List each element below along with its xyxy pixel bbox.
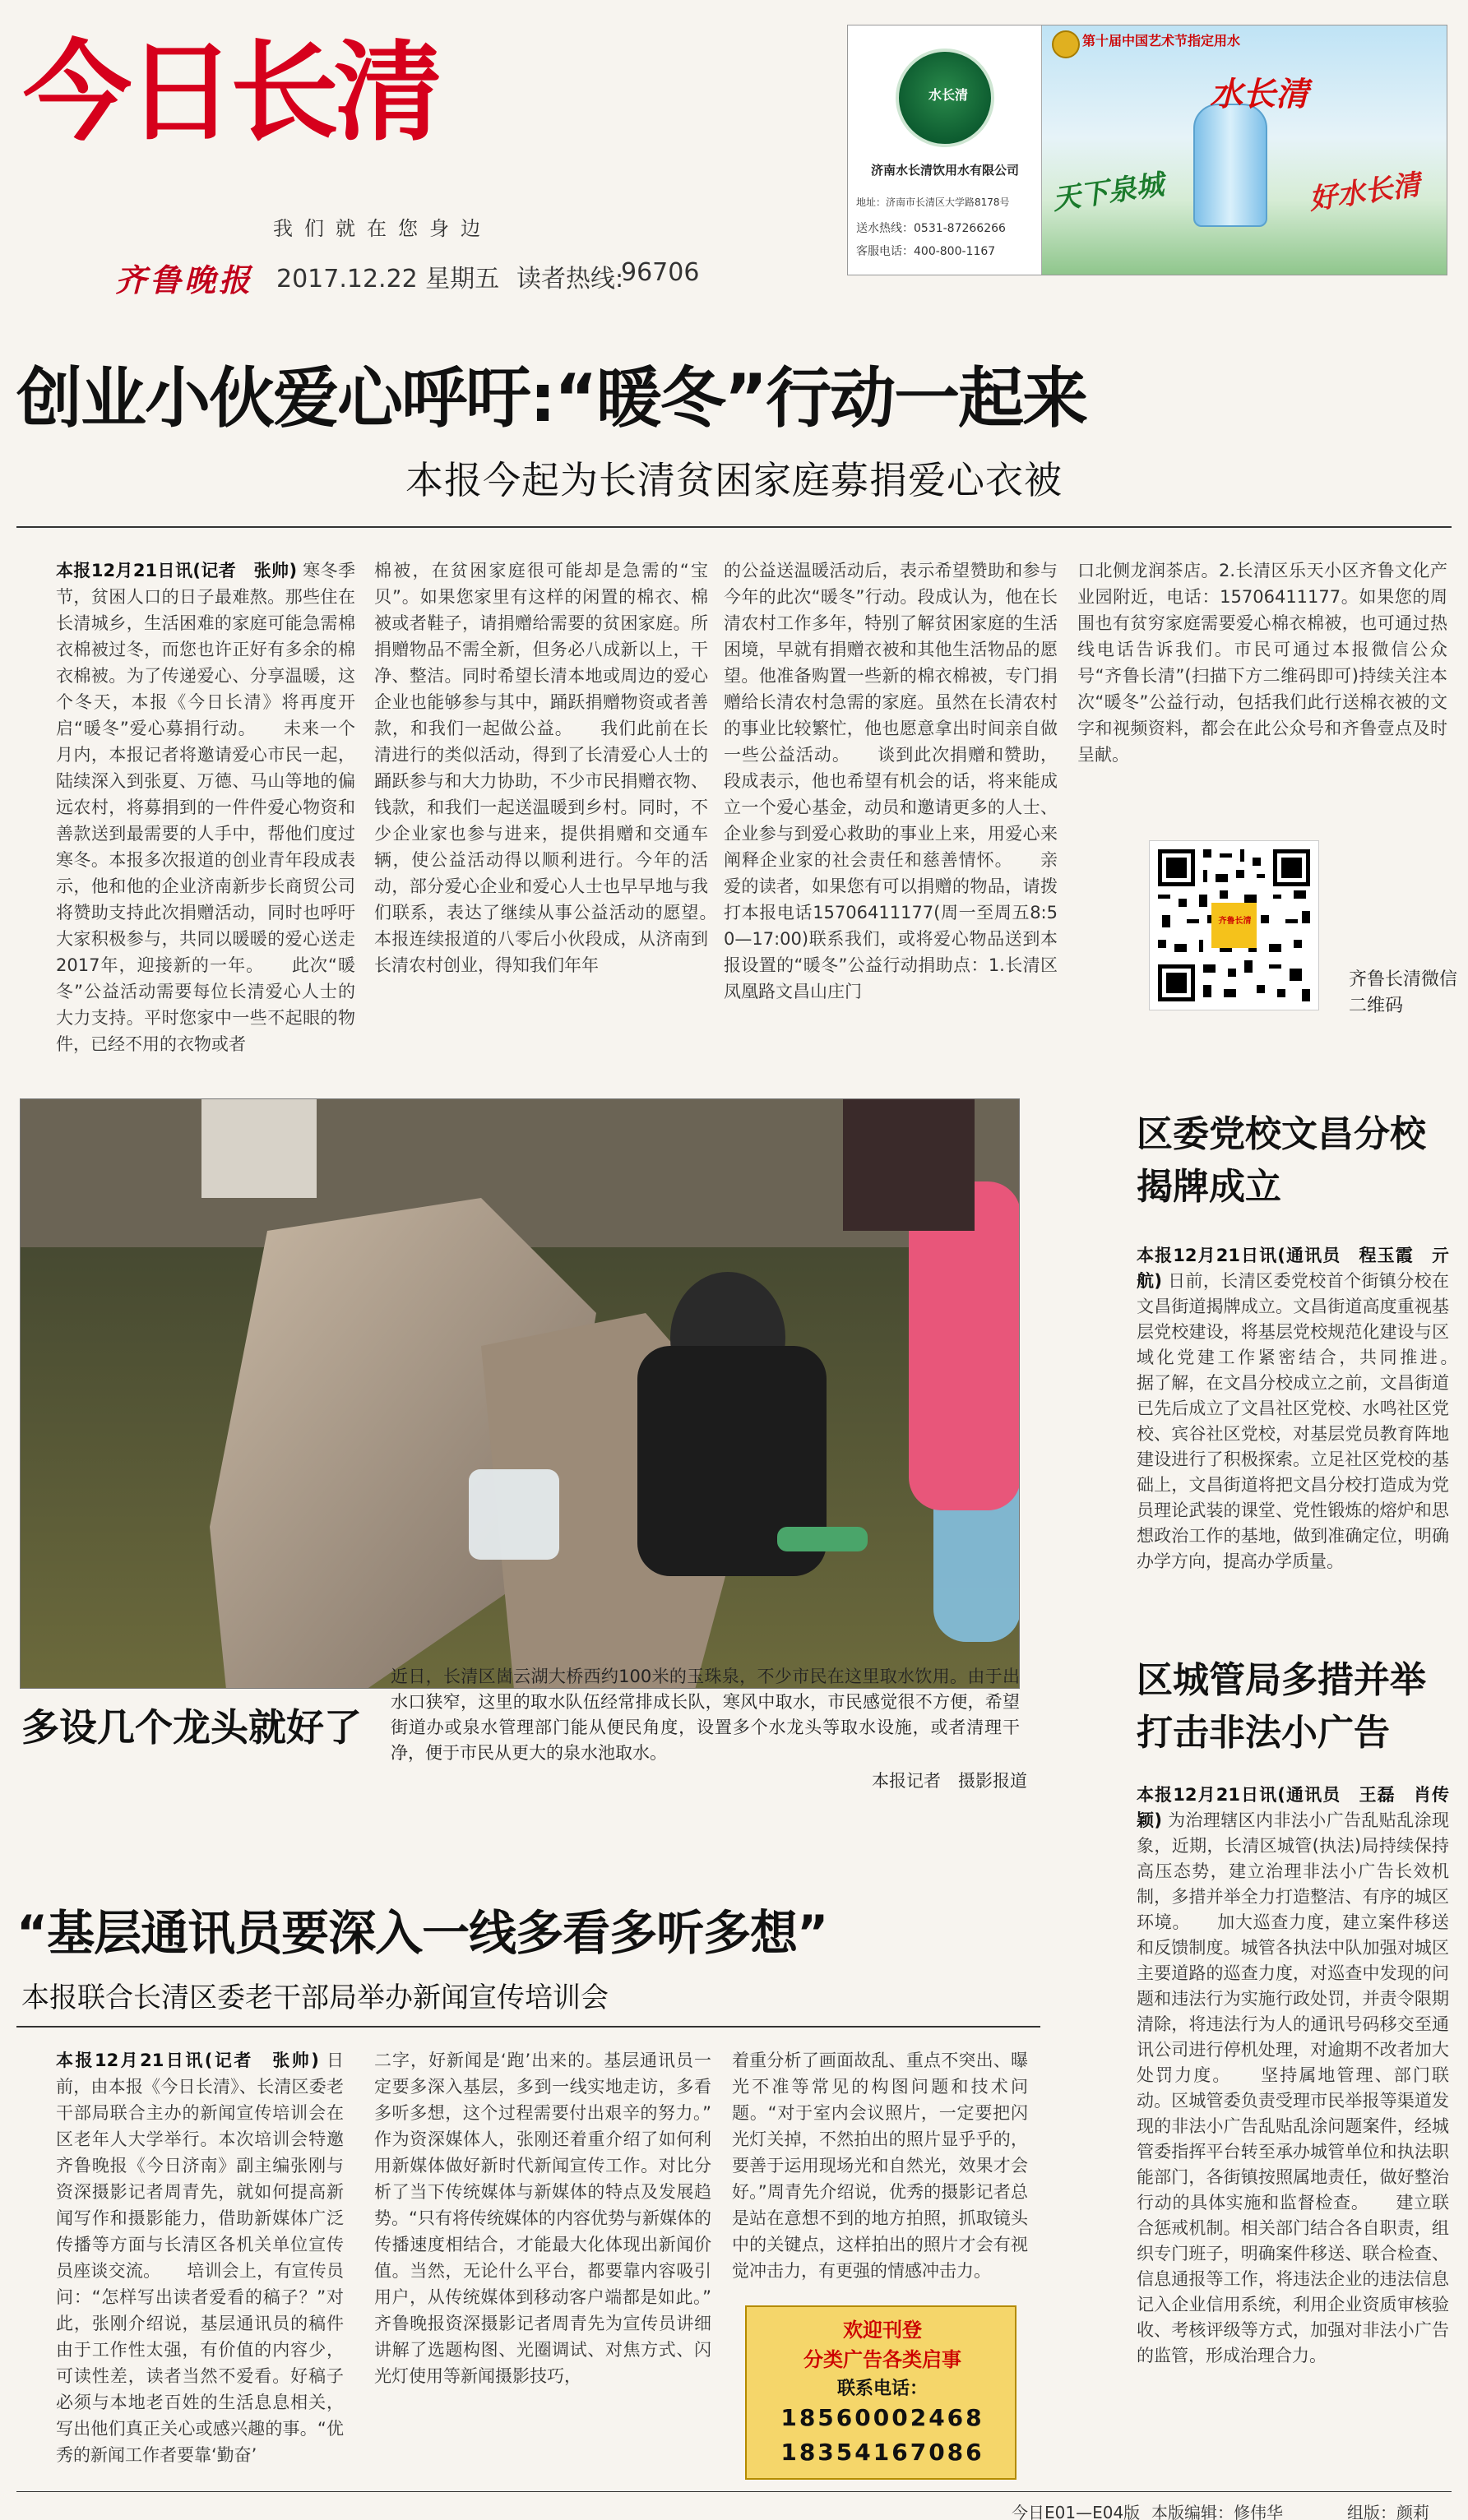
footer-pages: 今日E01—E04版 xyxy=(1012,2503,1141,2520)
column-text: 口北侧龙润茶店。2.长清区乐天小区齐鲁文化产业园附近，电话：15706411177。如果您的周围也有贫穷家庭需要爱心棉衣棉被，也可通过热线电话告诉我们。市民可通过本报微信公众号“齐鲁长清”(扫描下方二维码即可)持续关注本次“暖冬”公益行动，包括我们此行送棉衣被的文字和视频资料，都会在此公众号和齐鲁壹点及时呈献。 xyxy=(1077,561,1447,765)
side1-headline: 区委党校文昌分校揭牌成立 xyxy=(1137,1113,1426,1208)
ad-line-1: 欢迎刊登 xyxy=(843,2319,922,2342)
column-text: 寒冬季节，贫困人口的日子最难熬。那些住在长清城乡，生活困难的家庭可能急需棉衣棉被过冬，而您也许正好有多余的棉衣棉被。为了传递爱心、分享温暖，这个冬天，本报《今日长清》将再度开启“暖冬”爱心募捐行动。 未来一个月内，本报记者将邀请爱心市民一起，陆续深入到张夏、万德、马山等地的偏远农村，将募捐到的一件件爱心物资和善款送到最需要的人手中，帮他们度过寒冬。本报多次报道的创业青年段成表示，他和他的企业济南新步长商贸公司将赞助支持此次捐赠活动，同时也呼吁大家积极参与，共同以暖暖的爱心送走2017年，迎接新的一年。 此次“暖冬”公益活动需要每位长清爱心人士的大力支持。平时您家中一些不起眼的物件，已经不用的衣物或者 xyxy=(56,561,355,1054)
photo-title xyxy=(21,1700,367,1755)
divider xyxy=(16,526,1452,528)
divider xyxy=(16,2026,1040,2028)
column-text: 二字，好新闻是‘跑’出来的。基层通讯员一定要多深入基层，多到一线实地走访，多看多听多想，这个过程需要付出艰辛的努力。” 作为资深媒体人，张刚还着重介绍了如何利用新媒体做好新时代新闻宣传工作。对比分析了当下传统媒体与新媒体的特点及发展趋势。“只有将传统媒体的内容优势与新媒体的传播速度相结合，才能最大化体现出新闻价值。当然，无论什么平台，都要靠内容吸引用户，从传统媒体到移动客户端都是如此。” 齐鲁晚报资深摄影记者周青先为宣传员讲细讲解了选题构图、光圈调试、对焦方式、闪光灯使用等新闻摄影技巧， xyxy=(374,2051,711,2386)
qr-caption: 齐鲁长清微信二维码 xyxy=(1349,969,1458,1016)
footer-layout: 组版：颜莉 xyxy=(1347,2503,1429,2520)
ad-company-name: 济南水长清饮用水有限公司 xyxy=(870,163,1019,178)
qr-overlay-text: 齐鲁长清 xyxy=(1218,917,1252,926)
masthead-slogan: 我们就在您身边 xyxy=(273,217,492,240)
dateline: 本报12月21日讯(记者 张帅) xyxy=(56,561,298,580)
side1-dateline: 本报12月21日讯(通讯员 程玉霞 亓航) xyxy=(1137,1246,1449,1291)
divider xyxy=(16,2491,1452,2492)
ad-line-3: 联系电话： xyxy=(836,2379,928,2399)
ad-service-phone: 客服电话：400-800-1167 xyxy=(856,245,996,258)
lead-column-3 xyxy=(724,557,1058,1061)
lead-column-2 xyxy=(374,557,708,1061)
ad-line-2: 分类广告各类启事 xyxy=(803,2348,961,2371)
ad-badge: 第十届中国艺术节指定用水 xyxy=(1082,33,1241,49)
top-advertisement[interactable] xyxy=(847,25,1447,275)
lead-subhead: 本报今起为长清贫困家庭募捐爱心衣被 xyxy=(405,458,1063,502)
hotline-number: 96706 xyxy=(621,258,700,287)
photo-credit: 本报记者 摄影报道 xyxy=(872,1771,1027,1791)
masthead xyxy=(23,31,837,204)
bottom-subhead: 本报联合长清区委老干部局举办新闻宣传培训会 xyxy=(21,1981,609,2014)
lead-column-1 xyxy=(56,557,355,1061)
news-photo xyxy=(20,1098,1020,1689)
qr-code-icon[interactable] xyxy=(1149,840,1319,1010)
column-text: 着重分析了画面故乱、重点不突出、曝光不准等常见的构图问题和技术问题。“对于室内会议照片，一定要把闪光灯关掉，不然拍出的照片显乎乎的，要善于运用现场光和自然光，效果才会好。”周青先介绍说，优秀的摄影记者总是站在意想不到的地方拍照，抓取镜头中的关键点，这样拍出的照片才会有视觉冲击力，有更强的情感冲击力。 xyxy=(732,2051,1028,2281)
bottom-column-2 xyxy=(374,2047,711,2483)
logo-text: 水长清 xyxy=(928,87,968,103)
photo-title-text: 多设几个龙头就好了 xyxy=(21,1705,362,1750)
bottom-headline: “基层通讯员要深入一线多看多听多想” xyxy=(16,1905,828,1961)
ad-address: 地址：济南市长清区大学路8178号 xyxy=(856,197,1010,208)
ad-slogan-left: 天下泉城 xyxy=(1050,168,1166,217)
side2-dateline: 本报12月21日讯(通讯员 王磊 肖传颖) xyxy=(1137,1785,1449,1830)
lead-column-4 xyxy=(1077,557,1447,804)
side1-body xyxy=(1137,1243,1449,1630)
water-bottle-icon xyxy=(1193,104,1267,227)
ad-company-panel xyxy=(848,25,1042,275)
medal-icon xyxy=(1052,30,1080,58)
ad-delivery-phone: 送水热线：0531-87266266 xyxy=(856,222,1006,235)
ad-brand: 水长清 xyxy=(1210,75,1308,113)
ad-phone-1: 18560002468 xyxy=(780,2404,984,2431)
side1-text: 日前，长清区委党校首个街镇分校在文昌街道揭牌成立。文昌街道高度重视基层党校建设，将基层党校规范化建设与区域化党建工作紧密结合，共同推进。 据了解，在文昌分校成立之前，文昌街道已先后成立了文昌社区党校、水鸣社区党校、宾谷社区党校，对基层党员教育阵地建设进行了积极探索。立足社区党校的基础上，文昌街道将把文昌分校打造成为党员理论武装的课堂、党性锻炼的熔炉和思想政治工作的基地，做到准确定位，明确办学方向，提高办学质量。 xyxy=(1137,1271,1449,1571)
newspaper-title: 今日长清 xyxy=(23,30,438,156)
bottom-column-3 xyxy=(732,2047,1028,2294)
column-text: 棉被，在贫困家庭很可能却是急需的“宝贝”。如果您家里有这样的闲置的棉衣、棉被或者鞋子，请捐赠给需要的贫困家庭。所捐赠物品不需全新，但务必八成新以上，干净、整洁。同时希望长清本地或周边的爱心企业也能够参与其中，踊跃捐赠物资或者善款，和我们一起做公益。 我们此前在长清进行的类似活动，得到了长清爱心人士的踊跃参与和大力协助，不少市民捐赠衣物、钱款，和我们一起送温暖到乡村。同时，不少企业家也参与进来，提供捐赠和交通车辆，使公益活动得以顺利进行。今年的活动，部分爱心企业和爱心人士也早早地与我们联系，表达了继续从事公益活动的愿望。 本报连续报道的八零后小伙段成，从济南到长清农村创业，得知我们年年 xyxy=(374,561,708,975)
classified-ad-box[interactable] xyxy=(745,2305,1016,2480)
bottom-column-1 xyxy=(56,2047,344,2483)
dateline: 本报12月21日讯(记者 张帅) xyxy=(56,2051,319,2070)
company-logo-icon xyxy=(896,49,994,147)
hotline-label: 读者热线: xyxy=(516,265,624,294)
side2-body xyxy=(1137,1782,1449,2457)
column-text: 的公益送温暖活动后，表示希望赞助和参与今年的此次“暖冬”行动。段成认为，他在长清农村工作多年，特别了解贫困家庭的生活困境，早就有捐赠衣被和其他生活物品的愿望。他准备购置一些新的棉衣棉被，专门捐赠给长清农村急需的家庭。虽然在长清农村的事业比较繁忙，他也愿意拿出时间亲自做一些公益活动。 谈到此次捐赠和赞助，段成表示，他也希望有机会的话，将来能成立一个爱心基金，动员和邀请更多的人士、企业参与到爱心救助的事业上来，用爱心来阐释企业家的社会责任和慈善情怀。 亲爱的读者，如果您有可以捐赠的物品，请拨打本报电话15706411177(周一至周五8:50—17:00)联系我们，或将爱心物品送到本报设置的“暖冬”公益行动捐助点：1.长清区凤凰路文昌山庄门 xyxy=(724,561,1058,1001)
side2-text: 为治理辖区内非法小广告乱贴乱涂现象，近期，长清区城管(执法)局持续保持高压态势，建立治理非法小广告长效机制，多措并举全力打造整洁、有序的城区环境。 加大巡查力度，建立案件移送和反馈制度。城管各执法中队加强对城区主要道路的巡查力度，对巡查中发现的问题和违法行为实施行政处罚，并责令限期清除，将违法行为人的通讯号码移交至通讯公司进行停机处理，对逾期不改者加大处罚力度。 坚持属地管理、部门联动。区城管委负责受理市民举报等渠道发现的非法小广告乱贴乱涂问题案件，经城管委指挥平台转至承办城管单位和执法职能部门，各街镇按照属地责任，做好整治行动的具体实施和监督检查。 建立联合惩戒机制。相关部门结合各自职责，组织专门班子，明确案件移送、联合检查、信息通报等工作，将违法企业的违法信息记入企业信用系统，利用企业资质审核验收、考核评级等方式，加强对非法小广告的监管，形成治理合力。 xyxy=(1137,1810,1449,2365)
ad-slogan-right: 好水长清 xyxy=(1307,168,1423,217)
lead-headline: 创业小伙爱心呼吁:“暖冬”行动一起来 xyxy=(16,360,1087,437)
issue-date: 2017.12.22 星期五 xyxy=(276,265,500,294)
newspaper-brand: 齐鲁晚报 xyxy=(115,261,254,298)
side2-headline: 区城管局多措并举打击非法小广告 xyxy=(1137,1659,1426,1754)
photo-caption: 近日，长清区崮云湖大桥西约100米的玉珠泉，不少市民在这里取水饮用。由于出水口狭窄，这里的取水队伍经常排成长队，寒风中取水，市民感觉很不方便，希望街道办或泉水管理部门能从便民角度，设置多个水龙头等取水设施，或者清理干净，便于市民从更大的泉水池取水。 xyxy=(391,1667,1020,1763)
column-text: 日前，由本报《今日长清》、长清区委老干部局联合主办的新闻宣传培训会在区老年人大学举行。本次培训会特邀齐鲁晚报《今日济南》副主编张刚与资深摄影记者周青先，就如何提高新闻写作和摄影能力，借助新媒体广泛传播等方面与长清区各机关单位宣传员座谈交流。 培训会上，有宣传员问：“怎样写出读者爱看的稿子？”对此，张刚介绍说，基层通讯员的稿件由于工作性太强，有价值的内容少，可读性差，读者当然不爱看。好稿子必须与本地老百姓的生活息息相关，写出他们真正关心或感兴趣的事。“优秀的新闻工作者要靠‘勤奋’ xyxy=(56,2051,344,2465)
ad-phone-2: 18354167086 xyxy=(780,2439,984,2466)
footer-editor: 本版编辑：修伟华 xyxy=(1151,2503,1283,2520)
